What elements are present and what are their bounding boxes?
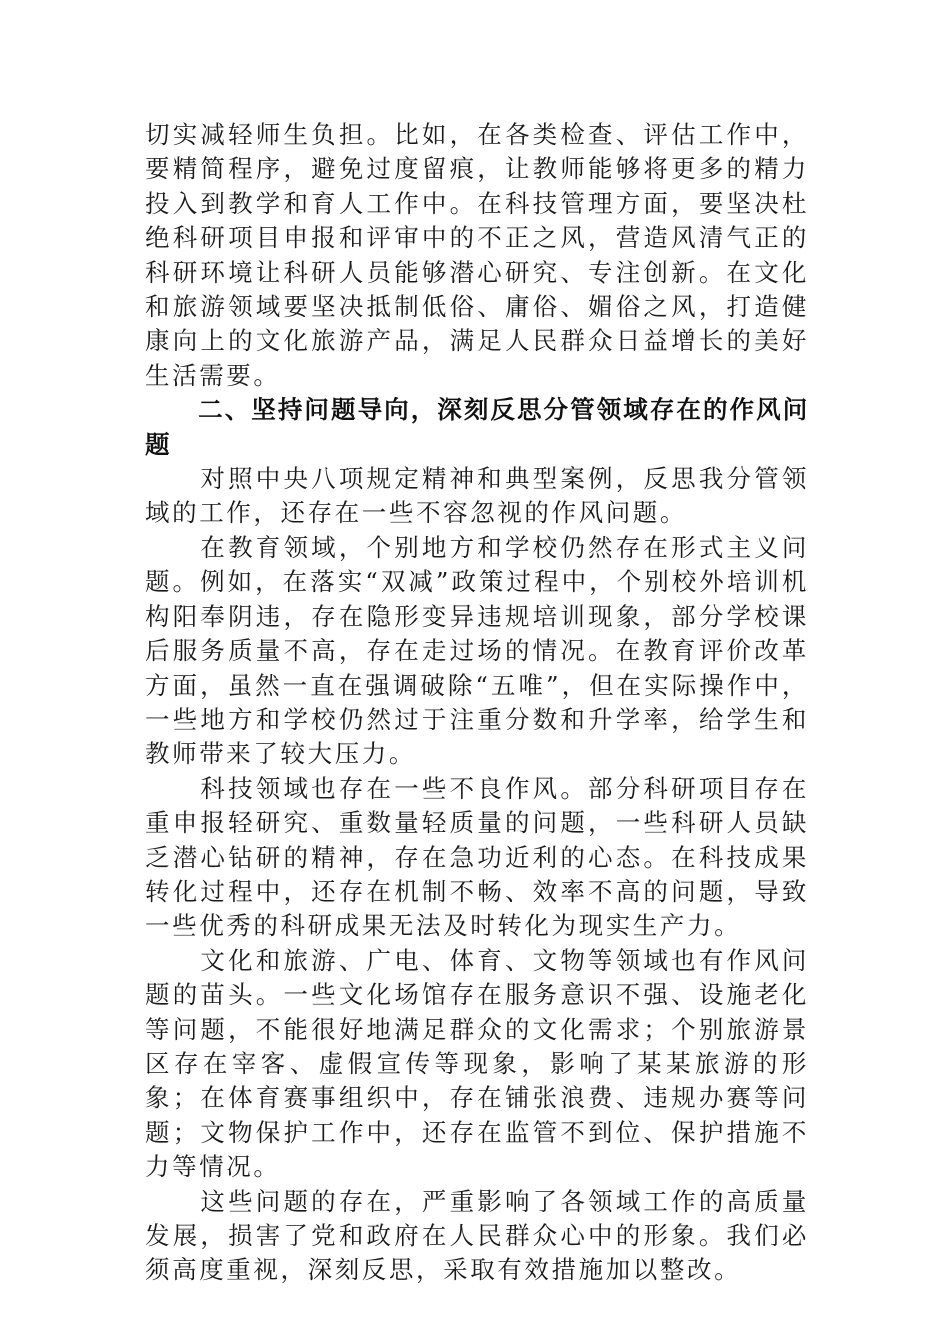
document-body bbox=[145, 118, 809, 1288]
paragraph-2: 对照中央八项规定精神和典型案例，反思我分管领域的工作，还存在一些不容忽视的作风问题。 bbox=[145, 464, 809, 528]
paragraph-5: 文化和旅游、广电、体育、文物等领域也有作风问题的苗头。一些文化场馆存在服务意识不强、设施老化等问题，不能很好地满足群众的文化需求；个别旅游景区存在宰客、虚假宣传等现象，影响了某某旅游的形象；在体育赛事组织中，存在铺张浪费、违规办赛等问题；文物保护工作中，还存在监管不到位、保护措施不力等情况。 bbox=[145, 945, 809, 1182]
paragraph-1: 切实减轻师生负担。比如，在各类检查、评估工作中，要精简程序，避免过度留痕，让教师能够将更多的精力投入到教学和育人工作中。在科技管理方面，要坚决杜绝科研项目申报和评审中的不正之风，营造风清气正的科研环境让科研人员能够潜心研究、专注创新。在文化和旅游领域要坚决抵制低俗、庸俗、媚俗之风，打造健康向上的文化旅游产品，满足人民群众日益增长的美好生活需要。 bbox=[145, 120, 809, 390]
paragraph-6: 这些问题的存在，严重影响了各领域工作的高质量发展，损害了党和政府在人民群众心中的形象。我们必须高度重视，深刻反思，采取有效措施加以整改。 bbox=[145, 1186, 809, 1285]
paragraph-4: 科技领域也存在一些不良作风。部分科研项目存在重申报轻研究、重数量轻质量的问题，一些科研人员缺乏潜心钻研的精神，存在急功近利的心态。在科技成果转化过程中，还存在机制不畅、效率不高的问题，导致一些优秀的科研成果无法及时转化为现实生产力。 bbox=[145, 773, 809, 941]
section-heading: 二、坚持问题导向，深刻反思分管领域存在的作风问题 bbox=[145, 395, 809, 459]
paragraph-3: 在教育领域，个别地方和学校仍然存在形式主义问题。例如，在落实“双减”政策过程中，个别校外培训机构阳奉阴违，存在隐形变异违规培训现象，部分学校课后服务质量不高，存在走过场的情况。在教育评价改革方面，虽然一直在强调破除“五唯”，但在实际操作中，一些地方和学校仍然过于注重分数和升学率，给学生和教师带来了较大压力。 bbox=[145, 532, 809, 769]
